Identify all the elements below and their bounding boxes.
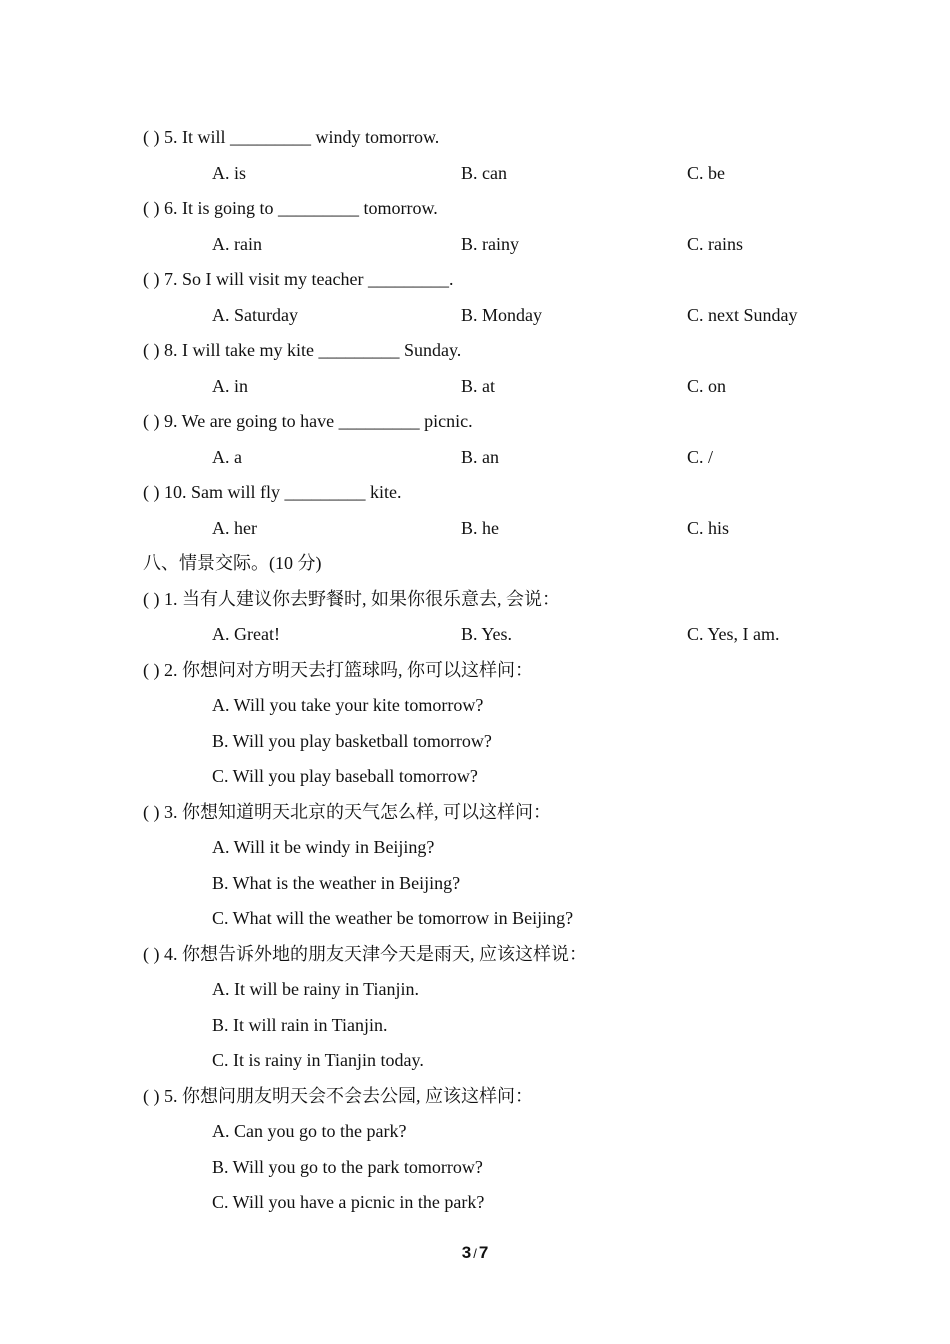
question-stem: ( ) 4. 你想告诉外地的朋友天津今天是雨天, 应该这样说： [143,944,587,964]
option-c: C. rains [687,234,743,254]
option-b: B. Will you play basketball tomorrow? [212,731,492,751]
option-a: A. is [212,163,247,183]
option-a: A. Will you take your kite tomorrow? [212,695,484,715]
option-b: B. at [461,376,495,396]
option-c: C. be [687,163,725,183]
option-b: B. an [461,447,499,467]
option-b: B. Yes. [461,624,513,644]
question-stem: ( ) 7. So I will visit my teacher _________. [143,269,454,289]
question-stem: ( ) 3. 你想知道明天北京的天气怎么样, 可以这样问： [143,802,551,822]
option-a: A. It will be rainy in Tianjin. [212,979,419,999]
option-c: C. Will you have a picnic in the park? [212,1192,485,1212]
section-heading: 八、情景交际。(10 分) [143,553,322,573]
option-a: A. Will it be windy in Beijing? [212,837,435,857]
option-a: A. Can you go to the park? [212,1121,407,1141]
option-c: C. What will the weather be tomorrow in Beijing? [212,908,574,928]
option-c: C. / [687,447,714,467]
question-stem: ( ) 2. 你想问对方明天去打篮球吗, 你可以这样问： [143,660,533,680]
question-stem: ( ) 6. It is going to _________ tomorrow. [143,198,438,218]
option-b: B. he [461,518,499,538]
question-stem: ( ) 1. 当有人建议你去野餐时, 如果你很乐意去, 会说： [143,589,560,609]
question-stem: ( ) 5. It will _________ windy tomorrow. [143,127,440,147]
page-current: 3 [461,1243,472,1262]
option-a: A. a [212,447,242,467]
option-a: A. her [212,518,257,538]
question-stem: ( ) 10. Sam will fly _________ kite. [143,482,402,502]
option-b: B. can [461,163,507,183]
option-c: C. his [687,518,730,538]
option-a: A. Saturday [212,305,298,325]
question-stem: ( ) 5. 你想问朋友明天会不会去公园, 应该这样问： [143,1086,533,1106]
option-c: C. It is rainy in Tianjin today. [212,1050,424,1070]
option-b: B. What is the weather in Beijing? [212,873,461,893]
option-b: B. It will rain in Tianjin. [212,1015,388,1035]
option-c: C. Will you play baseball tomorrow? [212,766,478,786]
page-separator: / [473,1246,477,1261]
option-b: B. rainy [461,234,519,254]
option-b: B. Monday [461,305,542,325]
option-c: C. Yes, I am. [687,624,780,644]
option-a: A. Great! [212,624,280,644]
option-b: B. Will you go to the park tomorrow? [212,1157,483,1177]
option-a: A. in [212,376,248,396]
option-a: A. rain [212,234,262,254]
page-total: 7 [478,1243,489,1262]
page-number [0,1243,950,1263]
option-c: C. next Sunday [687,305,798,325]
question-stem: ( ) 8. I will take my kite _________ Sunday. [143,340,462,360]
question-stem: ( ) 9. We are going to have _________ picnic. [143,411,473,431]
option-c: C. on [687,376,727,396]
